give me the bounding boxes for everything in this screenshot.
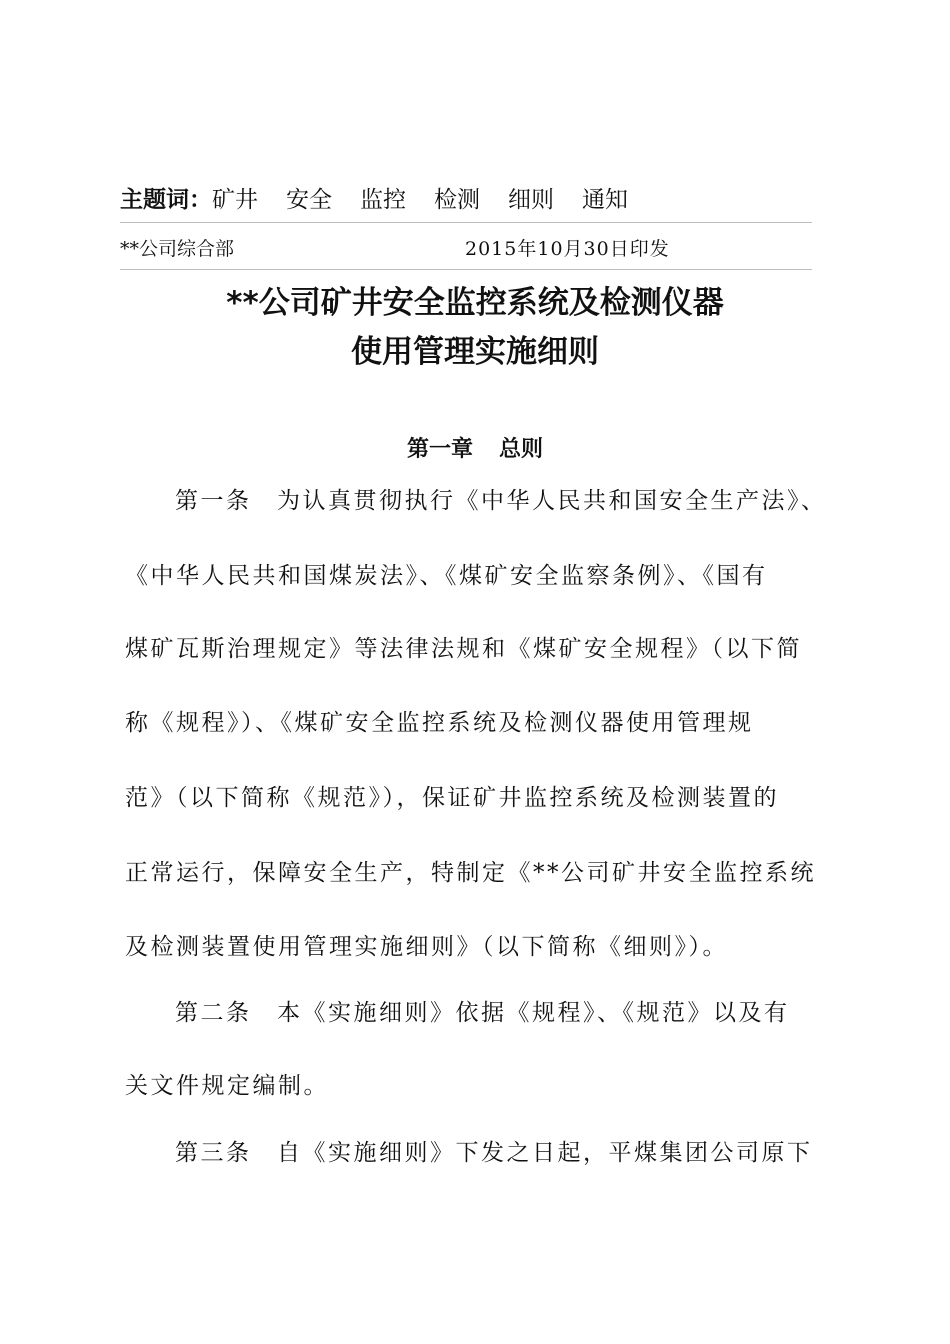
article-1-line: 称《规程》）、《煤矿安全监控系统及检测仪器使用管理规 (125, 710, 754, 736)
keyword: 安全 (286, 187, 332, 213)
article-2-line: 第二条 本《实施细则》依据《规程》、《规范》以及有 (175, 1000, 790, 1026)
document-title-line-2: 使用管理实施细则 (351, 334, 599, 370)
divider-top (120, 222, 812, 223)
subject-keywords (120, 182, 812, 218)
chapter-number: 第一章 (406, 437, 473, 462)
article-1-line: 及检测装置使用管理实施细则》（以下简称《细则》）。 (125, 934, 728, 960)
article-1-line: 第一条 为认真贯彻执行《中华人民共和国安全生产法》、 (175, 488, 827, 514)
keyword: 矿井 (212, 187, 258, 213)
issuer-name: **公司综合部 (120, 238, 235, 260)
article-1-line: 煤矿瓦斯治理规定》等法律法规和《煤矿安全规程》（以下简 (125, 636, 802, 662)
issue-date: 2015年10月30日印发 (465, 238, 670, 260)
keyword: 细则 (508, 187, 554, 213)
article-1-line: 范》（以下简称《规范》），保证矿井监控系统及检测装置的 (125, 785, 779, 811)
chapter-title: 总则 (499, 437, 544, 462)
chapter-heading (120, 432, 830, 468)
subject-label: 主题词： (120, 187, 212, 213)
article-1-line: 《中华人民共和国煤炭法》、《煤矿安全监察条例》、《国有 (125, 563, 768, 589)
keyword: 检测 (434, 187, 480, 213)
divider-bottom (120, 269, 812, 270)
article-1-line: 正常运行，保障安全生产，特制定《**公司矿井安全监控系统 (125, 860, 816, 886)
keyword: 监控 (360, 187, 406, 213)
document-title-line-1: **公司矿井安全监控系统及检测仪器 (226, 285, 724, 321)
article-3-line: 第三条 自《实施细则》下发之日起，平煤集团公司原下 (175, 1140, 813, 1166)
keyword: 通知 (582, 187, 628, 213)
issuer-line (120, 234, 812, 264)
article-2-line: 关文件规定编制。 (125, 1073, 329, 1099)
